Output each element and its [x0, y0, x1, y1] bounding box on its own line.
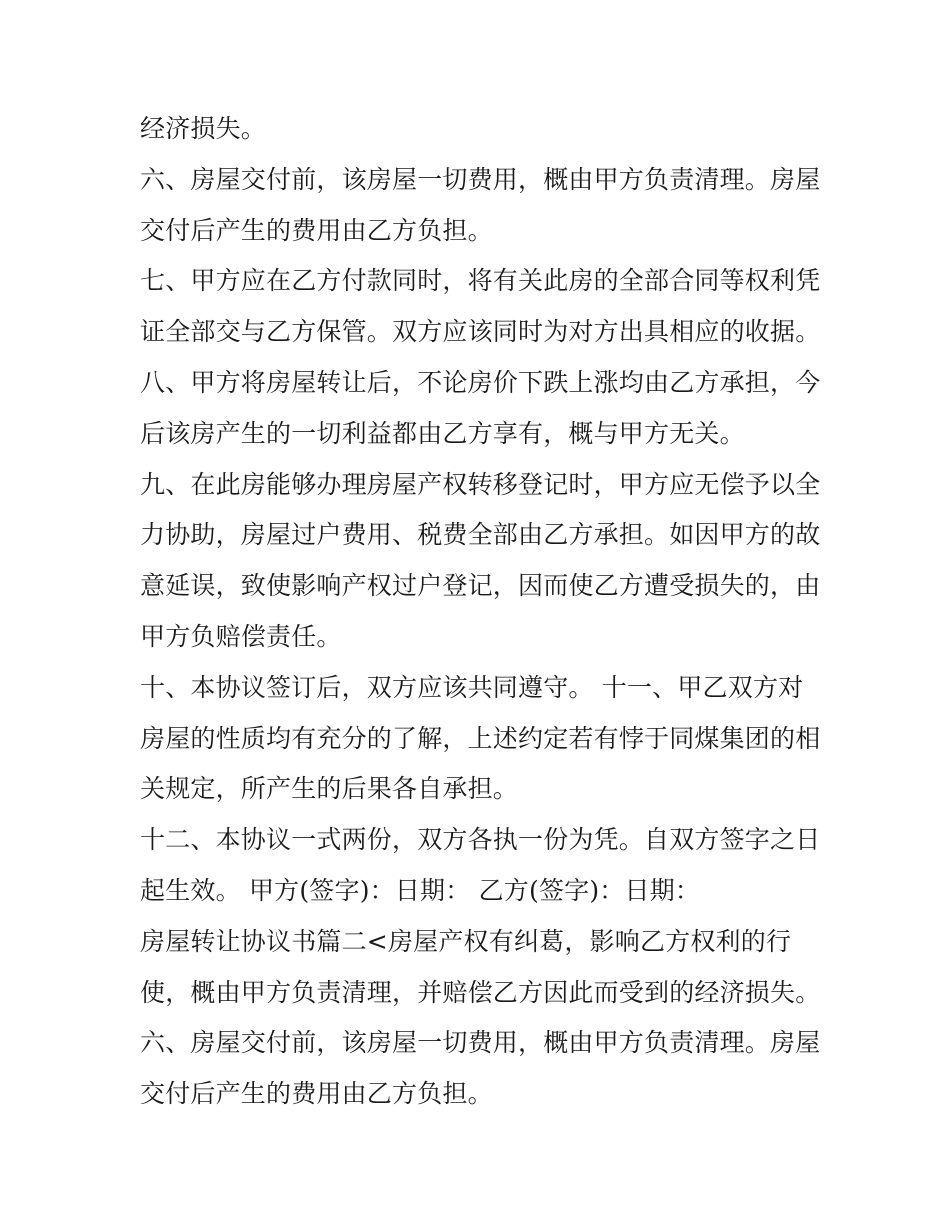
text-line: 六、房屋交付前，该房屋一切费用，概由甲方负责清理。房屋 — [140, 1028, 821, 1058]
text-line: 八、甲方将房屋转让后，不论房价下跌上涨均由乙方承担，今 — [140, 367, 821, 397]
text-line: 九、在此房能够办理房屋产权转移登记时，甲方应无偿予以全 — [140, 469, 821, 499]
text-line: 甲方负赔偿责任。 — [140, 621, 342, 651]
text-line: 交付后产生的费用由乙方负担。 — [140, 1079, 493, 1109]
document-body — [140, 104, 830, 1120]
text-line: 关规定，所产生的后果各自承担。 — [140, 774, 519, 804]
text-line: 十二、本协议一式两份，双方各执一份为凭。自双方签字之日 — [140, 825, 821, 855]
text-line: 使，概由甲方负责清理，并赔偿乙方因此而受到的经济损失。 — [140, 977, 821, 1007]
text-line: 证全部交与乙方保管。双方应该同时为对方出具相应的收据。 — [140, 317, 821, 347]
text-line: 十、本协议签订后，双方应该共同遵守。 十一、甲乙双方对 — [140, 672, 804, 702]
text-line: 六、房屋交付前，该房屋一切费用，概由甲方负责清理。房屋 — [140, 164, 821, 194]
text-line: 七、甲方应在乙方付款同时，将有关此房的全部合同等权利凭 — [140, 266, 821, 296]
text-line: 经济损失。 — [140, 114, 267, 143]
text-line: 房屋转让协议书篇二<房屋产权有纠葛，影响乙方权利的行 — [140, 926, 792, 956]
text-line: 起生效。 甲方(签字)：日期： 乙方(签字)：日期： — [140, 875, 701, 905]
text-line: 交付后产生的费用由乙方负担。 — [140, 215, 493, 245]
text-line: 后该房产生的一切利益都由乙方享有，概与甲方无关。 — [140, 418, 745, 448]
text-line: 力协助，房屋过户费用、税费全部由乙方承担。如因甲方的故 — [140, 520, 821, 550]
text-line: 意延误，致使影响产权过户登记，因而使乙方遭受损失的，由 — [140, 571, 821, 601]
text-line: 房屋的性质均有充分的了解，上述约定若有悖于同煤集团的相 — [140, 723, 821, 753]
